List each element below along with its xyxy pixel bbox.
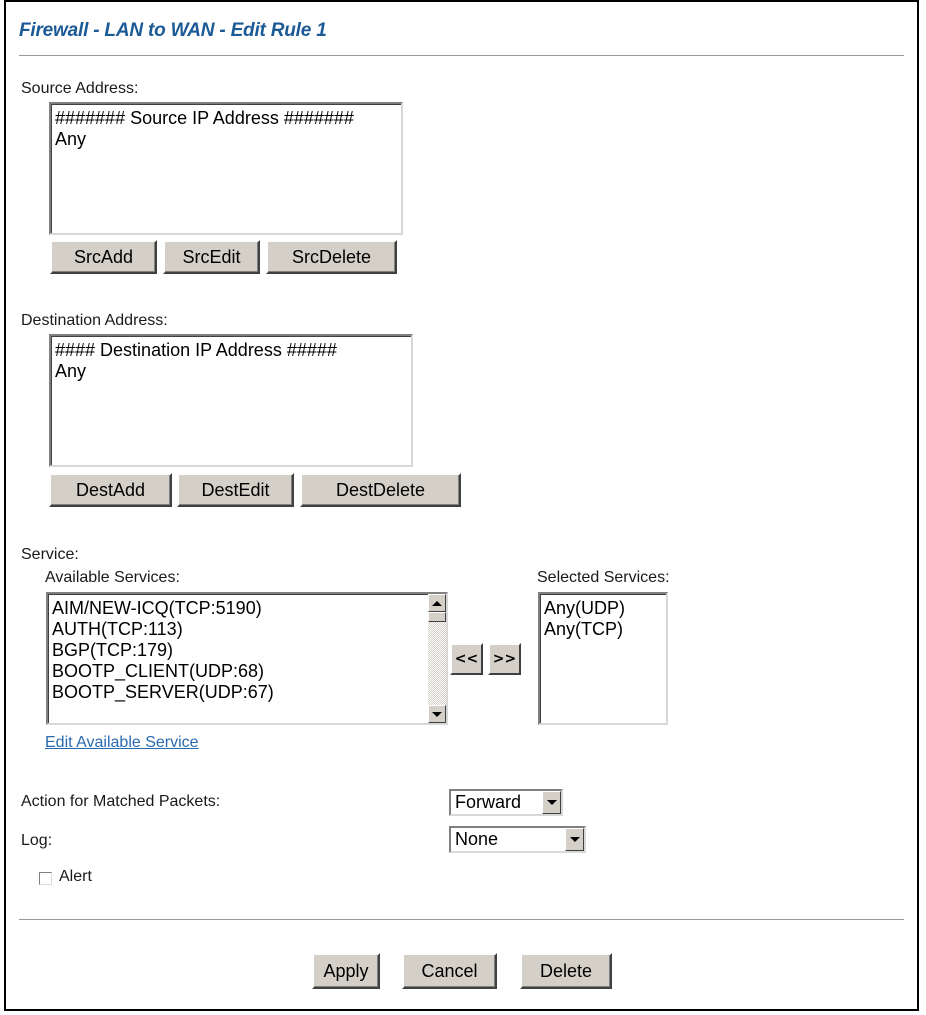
list-item[interactable]: AUTH(TCP:113) xyxy=(52,619,183,639)
available-services-label: Available Services: xyxy=(45,569,180,586)
list-item[interactable]: Any xyxy=(55,129,87,149)
selected-services-label: Selected Services: xyxy=(537,569,670,586)
destination-address-list[interactable] xyxy=(49,334,413,467)
move-left-button[interactable]: << xyxy=(450,643,483,675)
dest-add-button[interactable]: DestAdd xyxy=(49,473,172,507)
dropdown-button[interactable] xyxy=(542,791,561,814)
destination-address-label: Destination Address: xyxy=(21,312,168,329)
apply-button[interactable]: Apply xyxy=(312,953,380,989)
action-label: Action for Matched Packets: xyxy=(21,793,221,810)
edit-rule-panel xyxy=(4,0,919,1011)
log-select-value: None xyxy=(455,829,499,849)
source-address-list[interactable] xyxy=(49,102,403,235)
dropdown-button[interactable] xyxy=(565,828,584,851)
title-divider xyxy=(19,55,904,57)
action-select[interactable] xyxy=(449,789,563,816)
alert-checkbox[interactable] xyxy=(39,872,52,885)
selected-services-list[interactable] xyxy=(538,592,668,725)
log-select[interactable] xyxy=(449,826,586,853)
list-item[interactable]: AIM/NEW-ICQ(TCP:5190) xyxy=(52,598,262,618)
scroll-down-button[interactable] xyxy=(428,705,446,723)
list-item[interactable]: BOOTP_CLIENT(UDP:68) xyxy=(52,661,265,681)
page-title: Firewall - LAN to WAN - Edit Rule 1 xyxy=(19,20,327,41)
arrow-up-icon xyxy=(432,601,442,606)
cancel-button[interactable]: Cancel xyxy=(402,953,497,989)
list-item[interactable]: BGP(TCP:179) xyxy=(52,640,174,660)
log-label: Log: xyxy=(21,832,53,849)
list-item[interactable]: ####### Source IP Address ####### xyxy=(55,108,354,128)
edit-available-service-link[interactable]: Edit Available Service xyxy=(45,734,199,751)
src-delete-button[interactable]: SrcDelete xyxy=(266,240,397,274)
services-scrollbar[interactable] xyxy=(428,594,446,723)
alert-label: Alert xyxy=(59,868,92,885)
move-right-button[interactable]: >> xyxy=(488,643,521,675)
service-label: Service: xyxy=(21,546,79,563)
dest-delete-button[interactable]: DestDelete xyxy=(300,473,461,507)
list-item[interactable]: #### Destination IP Address ##### xyxy=(55,340,337,360)
scroll-thumb[interactable] xyxy=(428,612,446,622)
list-item[interactable]: Any xyxy=(55,361,87,381)
list-item[interactable]: Any(TCP) xyxy=(544,619,624,639)
action-select-value: Forward xyxy=(455,792,522,812)
delete-button[interactable]: Delete xyxy=(520,953,612,989)
list-item[interactable]: Any(UDP) xyxy=(544,598,626,618)
chevron-down-icon xyxy=(570,837,580,842)
available-services-list[interactable] xyxy=(46,592,448,725)
src-edit-button[interactable]: SrcEdit xyxy=(163,240,260,274)
chevron-down-icon xyxy=(547,800,557,805)
list-item[interactable]: BOOTP_SERVER(UDP:67) xyxy=(52,682,274,702)
dest-edit-button[interactable]: DestEdit xyxy=(177,473,294,507)
footer-divider xyxy=(19,919,904,921)
src-add-button[interactable]: SrcAdd xyxy=(50,240,157,274)
arrow-down-icon xyxy=(432,712,442,717)
source-address-label: Source Address: xyxy=(21,80,139,97)
scroll-up-button[interactable] xyxy=(428,594,446,612)
scroll-track[interactable] xyxy=(428,612,446,705)
